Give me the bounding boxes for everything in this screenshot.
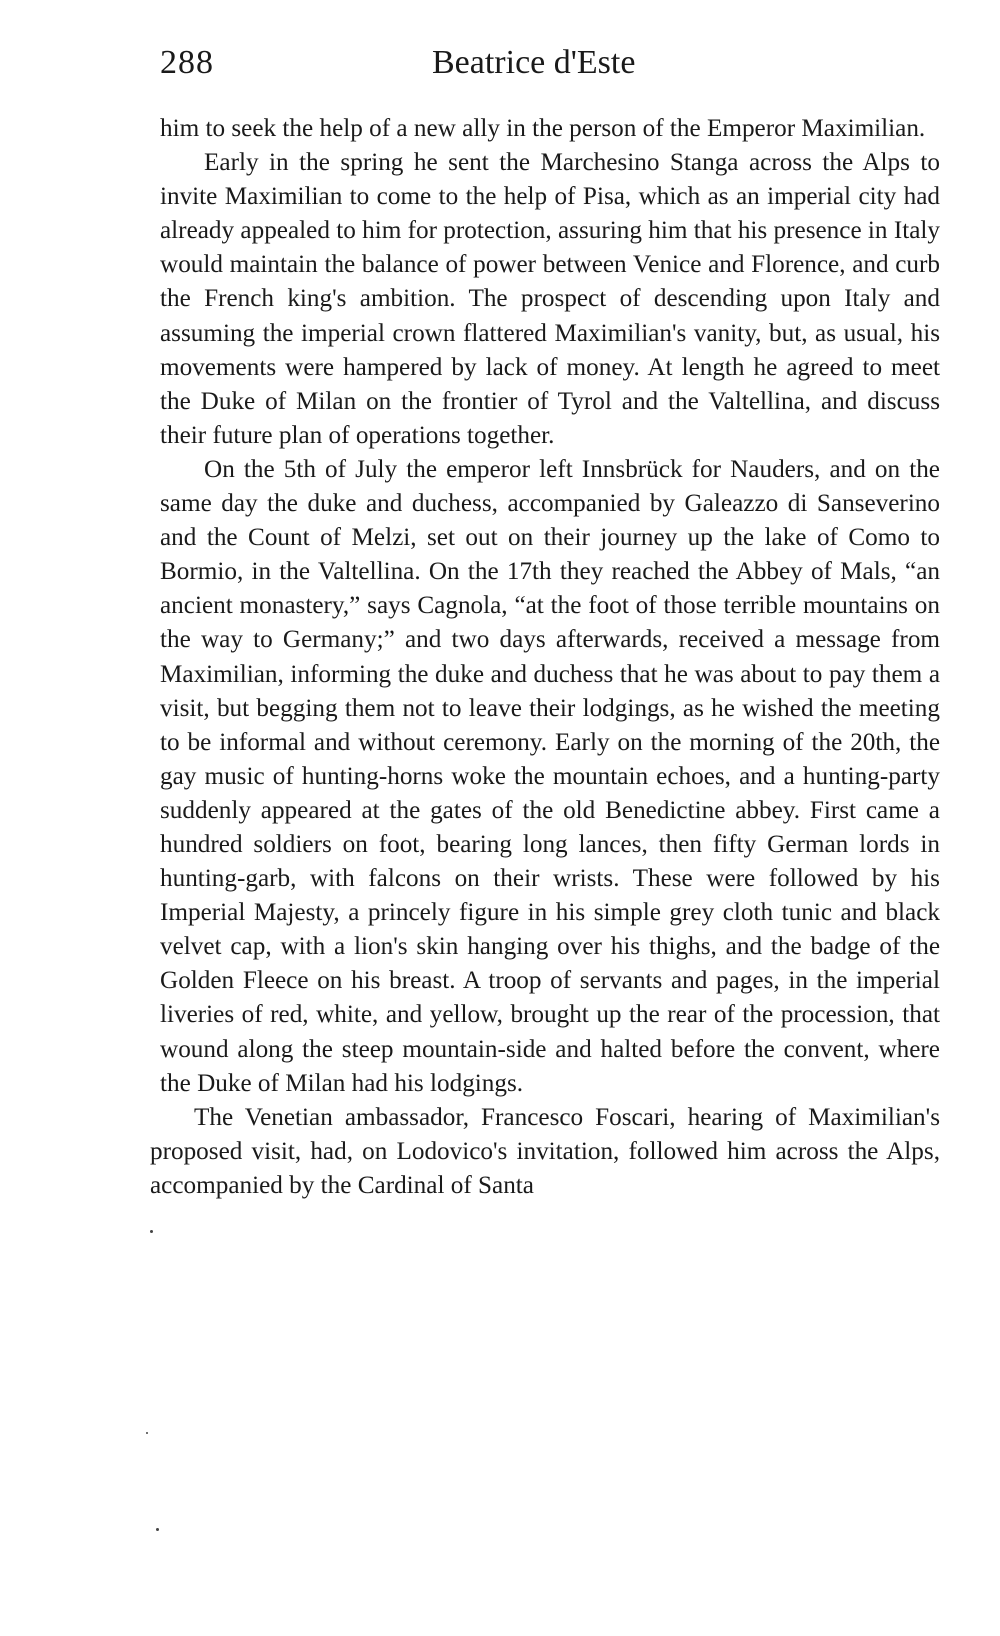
print-speck — [146, 1432, 148, 1434]
paragraph-continuation: him to seek the help of a new ally in the person of the Emperor Maximilian. — [160, 115, 926, 142]
paragraph-venetian-ambassador: The Venetian ambassador, Francesco Foscari, hearing of Maximilian's proposed visit, had, on Lodovico's invitation, followed him across the Alps, accompanied by the Cardinal of Santa — [150, 1103, 940, 1199]
print-speck — [156, 1528, 159, 1531]
running-title: Beatrice d'Este — [432, 44, 636, 81]
paragraph-stanga-mission: Early in the spring he sent the Marchesino Stanga across the Alps to invite Maximilian to come to the help of Pisa, which as an imperial city had already appealed to him for protection, assuring him that his presence in Italy would maintain the balance of power between Venice and Florence, and curb the French king's ambition. The prospect of descending upon Italy and assuming the imperial crown flattered Maximilian's vanity, but, as usual, his movements were hampered by lack of money. At length he agreed to meet the Duke of Milan on the frontier of Tyrol and the Valtellina, and discuss their future plan of operations together. — [160, 149, 940, 449]
body-text — [150, 112, 940, 1203]
print-speck — [150, 1230, 153, 1233]
page-header — [160, 44, 940, 94]
page-number: 288 — [160, 44, 214, 81]
paragraph-meeting-at-mals: On the 5th of July the emperor left Innsbrück for Nauders, and on the same day the duke and duchess, accompanied by Galeazzo di Sanseverino and the Count of Melzi, set out on their journey up the lake of Como to Bormio, in the Valtellina. On the 17th they reached the Abbey of Mals, “an ancient monastery,” says Cagnola, “at the foot of those terrible mountains on the way to Germany;” and two days afterwards, received a message from Maximilian, informing the duke and duchess that he was about to pay them a visit, but begging them not to leave their lodgings, as he wished the meeting to be informal and without ceremony. Early on the morning of the 20th, the gay music of hunting-horns woke the mountain echoes, and a hunting-party suddenly appeared at the gates of the old Benedictine abbey. First came a hundred soldiers on foot, bearing long lances, then fifty German lords in hunting-garb, with falcons on their wrists. These were followed by his Imperial Majesty, a princely figure in his simple grey cloth tunic and black velvet cap, with a lion's skin hanging over his thighs, and the badge of the Golden Fleece on his breast. A troop of servants and pages, in the imperial liveries of red, white, and yellow, brought up the rear of the procession, that wound along the steep mountain-side and halted before the convent, where the Duke of Milan had his lodgings. — [160, 455, 940, 1097]
